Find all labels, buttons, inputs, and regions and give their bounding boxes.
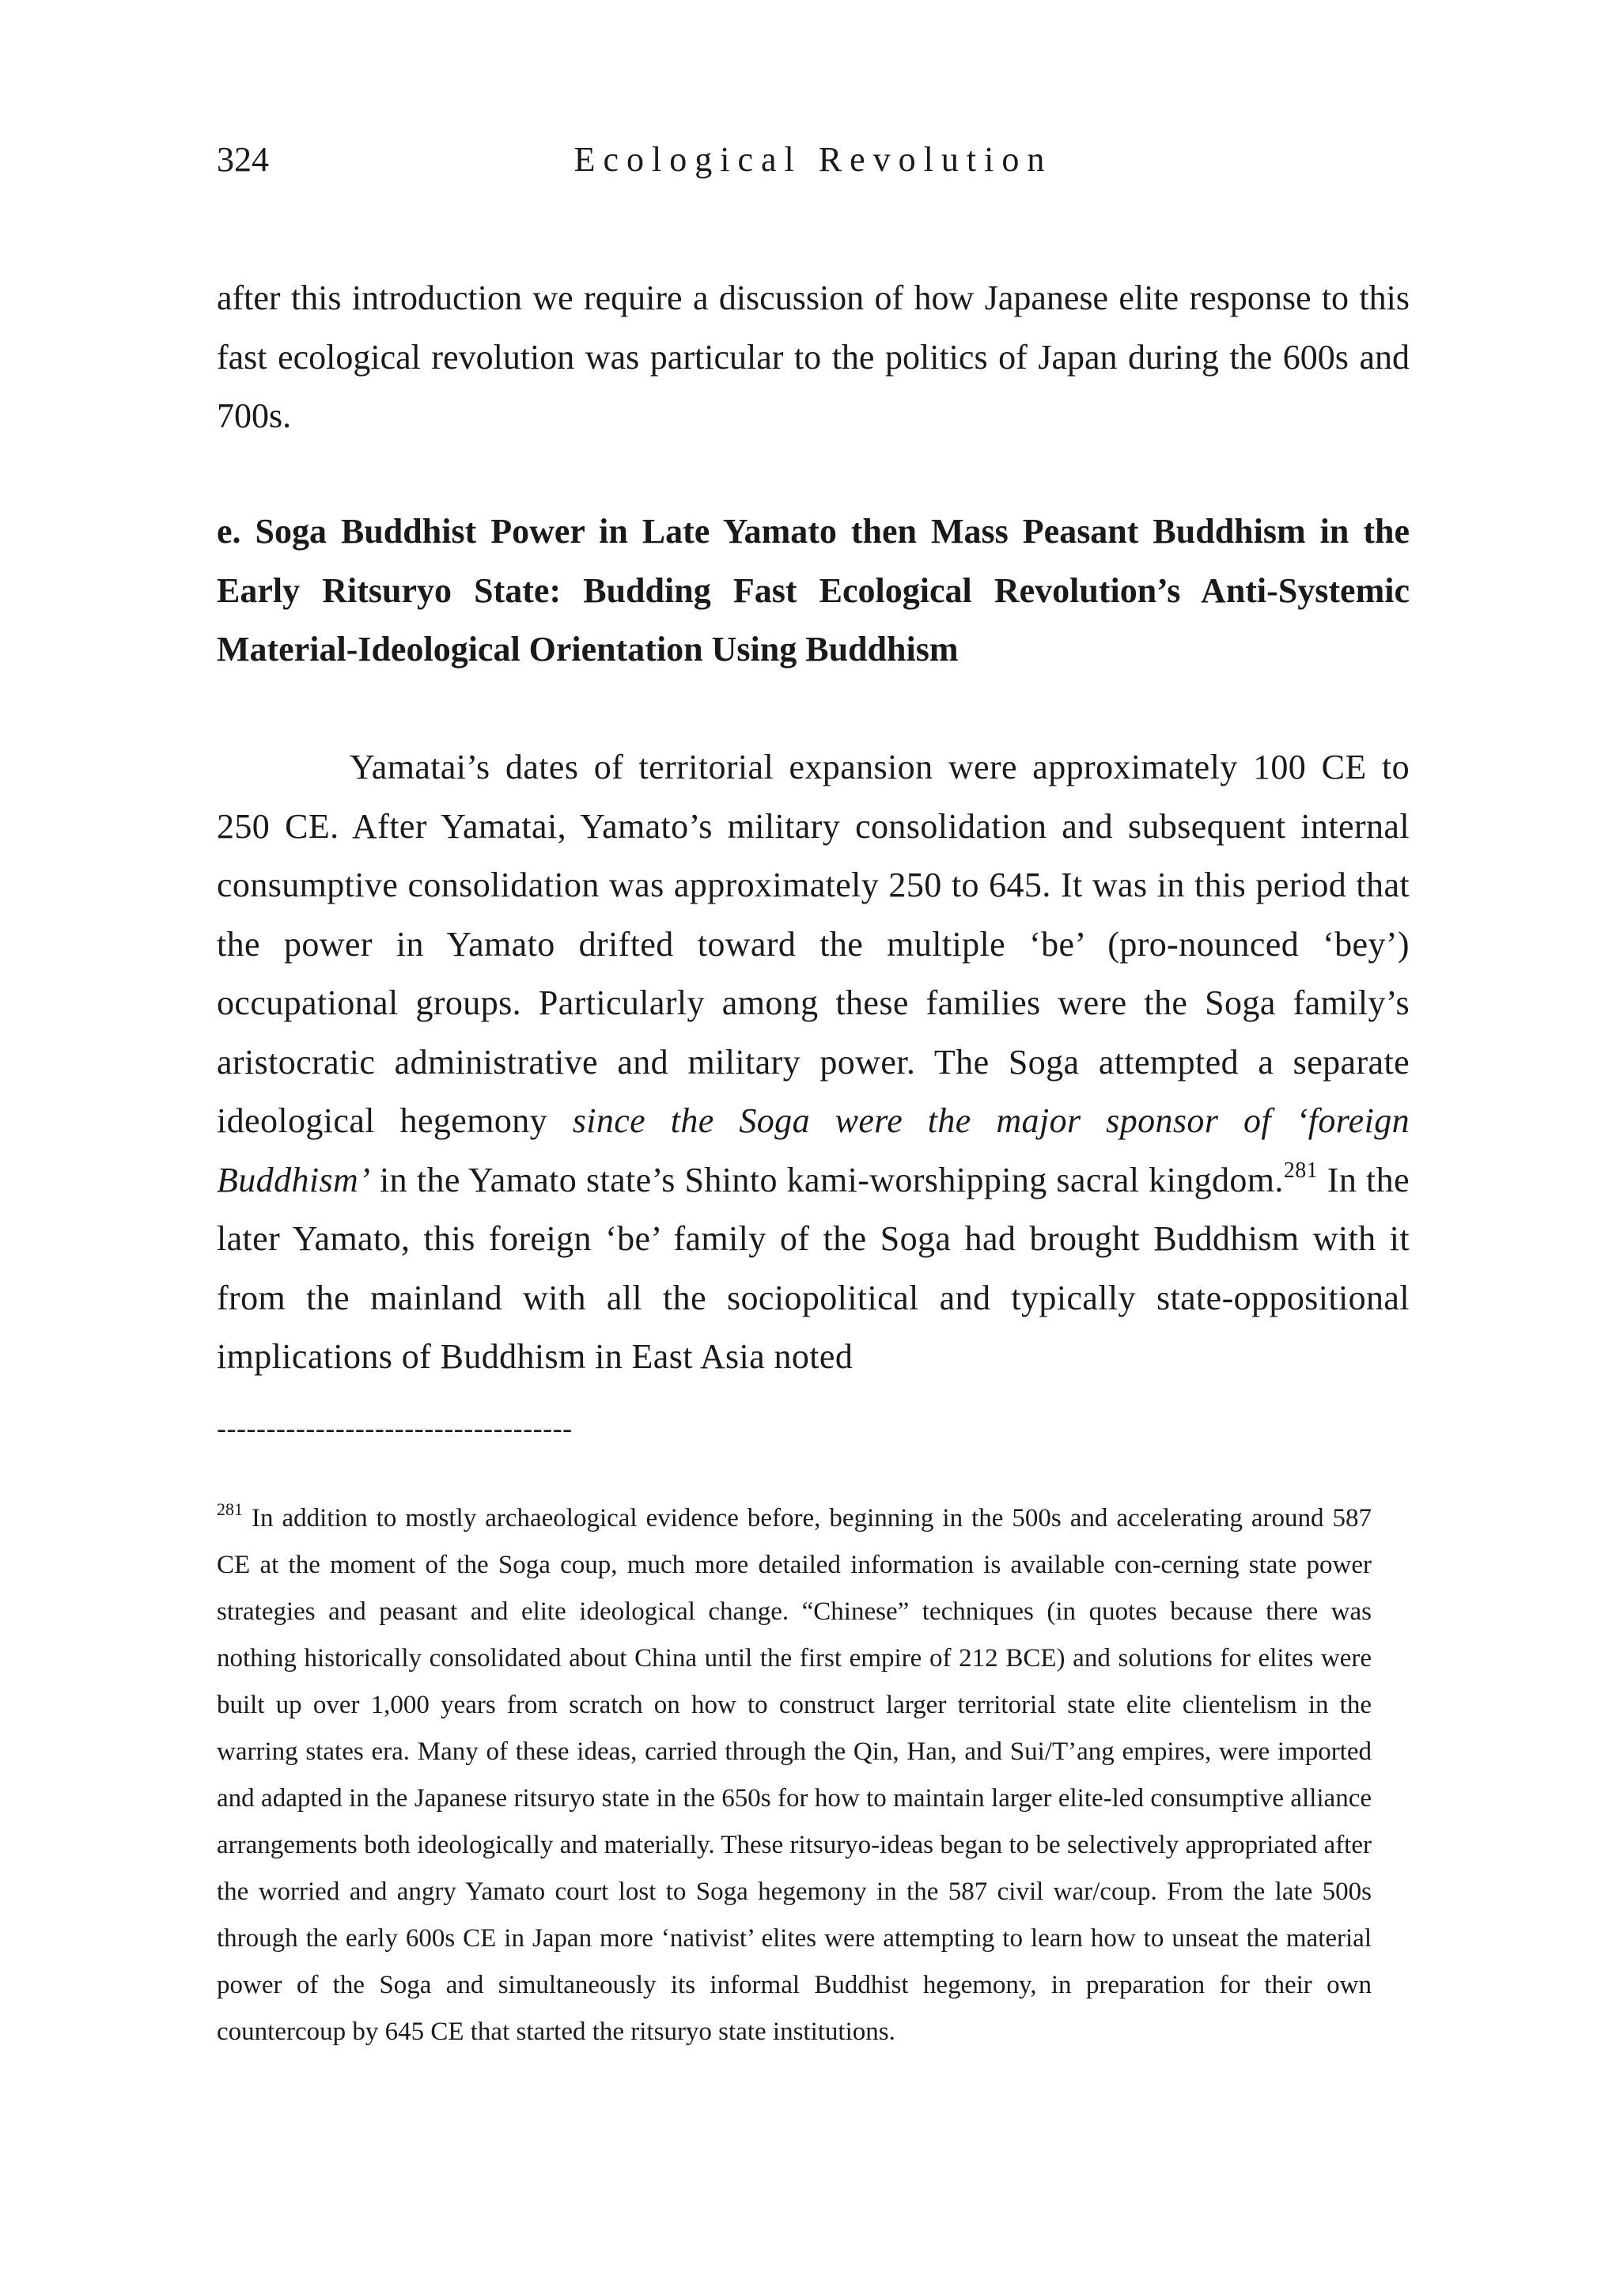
running-title: Ecological Revolution <box>573 140 1053 179</box>
page-number: 324 <box>217 140 269 179</box>
footnote-separator: ------------------------------------ <box>217 1412 573 1444</box>
body-text-part-2: in the Yamato state’s Shinto kami-worshipping sacral kingdom. <box>370 1160 1284 1199</box>
body-text-part-1: Yamatai’s dates of territorial expansion were approximately 100 CE to 250 CE. After Yamatai, Yamato’s military consolidation and subsequent internal consumptive consolidation was approximately 250 to 645. It was in this period that the power in Yamato drifted toward the multiple ‘be’ (pro-nounced ‘bey’) occupational groups. Particularly among these families were the Soga family’s aristocratic administrative and military power. The Soga attempted a separate ideological hegemony <box>217 748 1410 1140</box>
footnote-reference[interactable]: 281 <box>1283 1157 1319 1183</box>
section-heading: e. Soga Buddhist Power in Late Yamato then Mass Peasant Buddhism in the Early Ritsuryo State: Budding Fast Ecological Revolution’s Anti-Systemic Material-Ideological Orientation Using Buddhism <box>217 512 1410 669</box>
body-text-part-3: In the later Yamato, this foreign ‘be’ family of the Soga had brought Buddhism with it from the mainland with all the sociopolitical and typically state-oppositional implications of Buddhism in East Asia noted <box>217 1160 1410 1376</box>
footnote-text: In addition to mostly archaeological evidence before, beginning in the 500s and accelerating around 587 CE at the moment of the Soga coup, much more detailed information is available con-cerning state power strategies and peasant and elite ideological change. “Chinese” techniques (in quotes because there was nothing historically consolidated about China until the first empire of 212 BCE) and solutions for elites were built up over 1,000 years from scratch on how to construct larger territorial state elite clientelism in the warring states era. Many of these ideas, carried through the Qin, Han, and Sui/T’ang empires, were imported and adapted in the Japanese ritsuryo state in the 650s for how to maintain larger elite-led consumptive alliance arrangements both ideologically and materially. These ritsuryo-ideas began to be selectively appropriated after the worried and angry Yamato court lost to Soga hegemony in the 587 civil war/coup. From the late 500s through the early 600s CE in Japan more ‘nativist’ elites were attempting to learn how to unseat the material power of the Soga and simultaneously its informal Buddhist hegemony, in preparation for their own countercoup by 645 CE that started the ritsuryo state institutions. <box>217 1504 1372 2046</box>
body-text-italic: since the Soga were the major sponsor of ‘foreign Buddhism’ <box>217 1101 1410 1199</box>
body-paragraph <box>217 738 1410 1387</box>
footnote <box>217 1495 1372 2055</box>
intro-paragraph: after this introduction we require a discussion of how Japanese elite response to this fast ecological revolution was particular to the politics of Japan during the 600s and 700s. <box>217 278 1410 435</box>
footnote-number: 281 <box>217 1499 243 1519</box>
